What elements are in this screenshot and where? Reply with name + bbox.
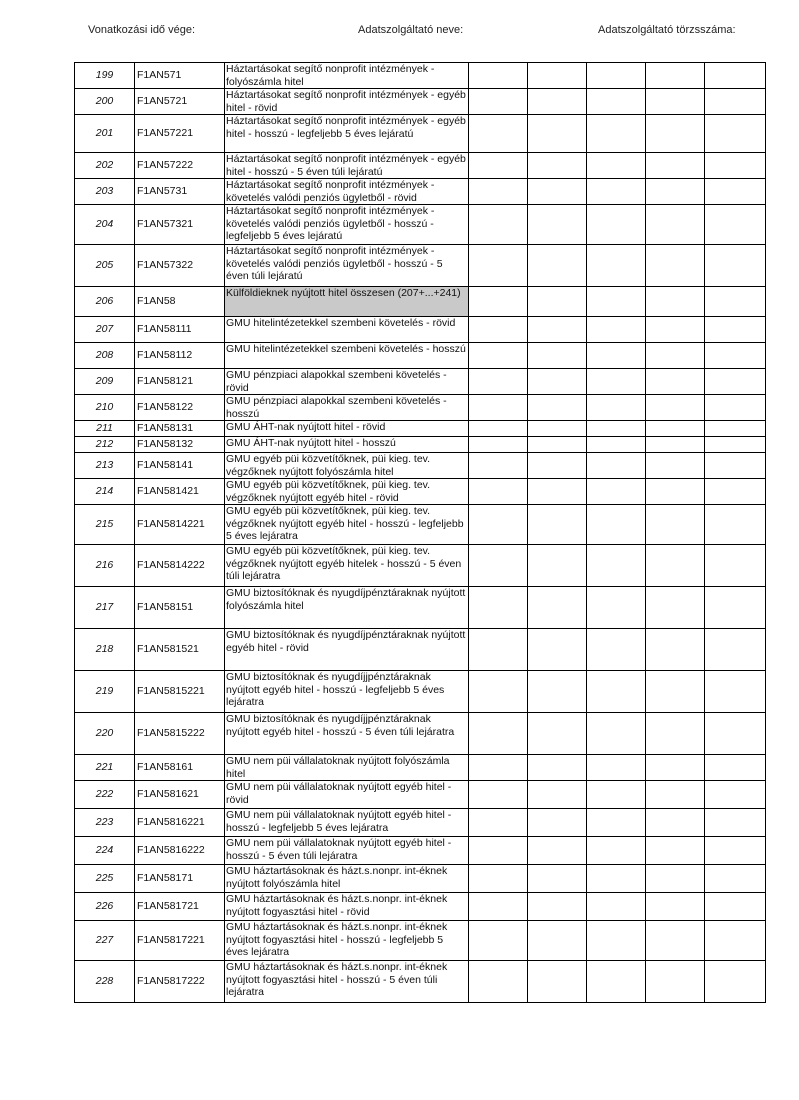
row-number: 226 [75, 893, 135, 921]
value-cell[interactable] [646, 89, 705, 115]
value-cell[interactable] [587, 587, 646, 629]
value-cell[interactable] [705, 865, 766, 893]
row-number: 203 [75, 179, 135, 205]
value-cell[interactable] [528, 89, 587, 115]
row-code: F1AN5817222 [135, 961, 225, 1003]
table-row [75, 369, 766, 395]
row-description: GMU biztosítóknak és nyugdíjpénztáraknak nyújtott folyószámla hitel [225, 587, 469, 629]
value-cell[interactable] [705, 587, 766, 629]
row-description: Külföldieknek nyújtott hitel összesen (207+...+241) [225, 287, 469, 317]
row-description: GMU egyéb püi közvetítőknek, püi kieg. tev. végzőknek nyújtott folyószámla hitel [225, 453, 469, 479]
value-cell[interactable] [528, 369, 587, 395]
value-cell[interactable] [528, 453, 587, 479]
value-cell[interactable] [646, 245, 705, 287]
value-cell[interactable] [469, 921, 528, 961]
value-cell[interactable] [587, 671, 646, 713]
value-cell[interactable] [587, 245, 646, 287]
value-cell[interactable] [528, 893, 587, 921]
value-cell[interactable] [646, 153, 705, 179]
value-cell[interactable] [587, 809, 646, 837]
row-description: GMU háztartásoknak és házt.s.nonpr. int-éknek nyújtott fogyasztási hitel - hosszú - legfeljebb 5 éves lejáratra [225, 921, 469, 961]
row-number: 224 [75, 837, 135, 865]
value-cell[interactable] [587, 921, 646, 961]
value-cell[interactable] [528, 713, 587, 755]
table-row [75, 395, 766, 421]
value-cell[interactable] [705, 453, 766, 479]
value-cell[interactable] [705, 395, 766, 421]
table-row [75, 317, 766, 343]
value-cell[interactable] [469, 479, 528, 505]
row-description: Háztartásokat segítő nonprofit intézmények - követelés valódi penziós ügyletből - rövid [225, 179, 469, 205]
row-number: 220 [75, 713, 135, 755]
row-description: Háztartásokat segítő nonprofit intézmények - folyószámla hitel [225, 63, 469, 89]
row-description: GMU biztosítóknak és nyugdíjpénztáraknak nyújtott egyéb hitel - rövid [225, 629, 469, 671]
value-cell[interactable] [646, 63, 705, 89]
row-number: 201 [75, 115, 135, 153]
value-cell[interactable] [469, 505, 528, 545]
value-cell[interactable] [705, 179, 766, 205]
value-cell[interactable] [705, 837, 766, 865]
value-cell[interactable] [587, 713, 646, 755]
row-number: 212 [75, 437, 135, 453]
value-cell[interactable] [705, 287, 766, 317]
value-cell[interactable] [705, 545, 766, 587]
value-cell[interactable] [469, 179, 528, 205]
value-cell[interactable] [528, 837, 587, 865]
table-row [75, 89, 766, 115]
row-description: GMU ÁHT-nak nyújtott hitel - hosszú [225, 437, 469, 453]
value-cell[interactable] [646, 781, 705, 809]
row-number: 214 [75, 479, 135, 505]
value-cell[interactable] [646, 629, 705, 671]
row-code: F1AN57321 [135, 205, 225, 245]
value-cell[interactable] [469, 369, 528, 395]
value-cell[interactable] [469, 115, 528, 153]
value-cell[interactable] [528, 395, 587, 421]
row-code: F1AN5816221 [135, 809, 225, 837]
row-code: F1AN57222 [135, 153, 225, 179]
value-cell[interactable] [528, 287, 587, 317]
value-cell[interactable] [646, 893, 705, 921]
value-cell[interactable] [705, 343, 766, 369]
value-cell[interactable] [705, 89, 766, 115]
value-cell[interactable] [646, 343, 705, 369]
value-cell[interactable] [705, 479, 766, 505]
table-row [75, 865, 766, 893]
table-row [75, 453, 766, 479]
value-cell[interactable] [469, 437, 528, 453]
value-cell[interactable] [705, 961, 766, 1003]
value-cell[interactable] [528, 671, 587, 713]
row-code: F1AN5814222 [135, 545, 225, 587]
table-row [75, 755, 766, 781]
value-cell[interactable] [587, 369, 646, 395]
value-cell[interactable] [705, 115, 766, 153]
period-end-label: Vonatkozási idő vége: [88, 24, 196, 36]
value-cell[interactable] [705, 809, 766, 837]
table-row [75, 893, 766, 921]
value-cell[interactable] [705, 629, 766, 671]
value-cell[interactable] [528, 545, 587, 587]
row-code: F1AN58111 [135, 317, 225, 343]
value-cell[interactable] [646, 395, 705, 421]
row-number: 211 [75, 421, 135, 437]
table-row [75, 671, 766, 713]
data-table [74, 62, 766, 1003]
table-row [75, 437, 766, 453]
value-cell[interactable] [705, 781, 766, 809]
value-cell[interactable] [705, 755, 766, 781]
provider-name-label: Adatszolgáltató neve: [358, 24, 464, 36]
value-cell[interactable] [469, 587, 528, 629]
value-cell[interactable] [469, 153, 528, 179]
value-cell[interactable] [705, 421, 766, 437]
table-row [75, 921, 766, 961]
value-cell[interactable] [528, 865, 587, 893]
row-description: Háztartásokat segítő nonprofit intézmények - egyéb hitel - hosszú - 5 éven túli lejáratú [225, 153, 469, 179]
value-cell[interactable] [587, 961, 646, 1003]
value-cell[interactable] [587, 755, 646, 781]
row-number: 210 [75, 395, 135, 421]
value-cell[interactable] [469, 961, 528, 1003]
value-cell[interactable] [705, 437, 766, 453]
provider-id-label: Adatszolgáltató törzsszáma: [598, 24, 736, 36]
table-row [75, 545, 766, 587]
value-cell[interactable] [646, 205, 705, 245]
row-code: F1AN571 [135, 63, 225, 89]
row-description: GMU nem püi vállalatoknak nyújtott egyéb hitel - hosszú - 5 éven túli lejáratra [225, 837, 469, 865]
row-code: F1AN581421 [135, 479, 225, 505]
table-body [75, 63, 766, 1003]
row-number: 209 [75, 369, 135, 395]
row-code: F1AN58151 [135, 587, 225, 629]
value-cell[interactable] [469, 63, 528, 89]
value-cell[interactable] [646, 809, 705, 837]
row-code: F1AN57322 [135, 245, 225, 287]
value-cell[interactable] [646, 179, 705, 205]
value-cell[interactable] [587, 89, 646, 115]
value-cell[interactable] [469, 453, 528, 479]
row-description: GMU egyéb püi közvetítőknek, püi kieg. tev. végzőknek nyújtott egyéb hitelek - hosszú - 5 éven túli lejáratra [225, 545, 469, 587]
row-code: F1AN58131 [135, 421, 225, 437]
row-description: GMU ÁHT-nak nyújtott hitel - rövid [225, 421, 469, 437]
value-cell[interactable] [646, 921, 705, 961]
row-number: 219 [75, 671, 135, 713]
row-number: 202 [75, 153, 135, 179]
table-row [75, 245, 766, 287]
row-description: GMU hitelintézetekkel szembeni követelés - hosszú [225, 343, 469, 369]
value-cell[interactable] [528, 205, 587, 245]
table-row [75, 505, 766, 545]
row-description: Háztartásokat segítő nonprofit intézmények - egyéb hitel - rövid [225, 89, 469, 115]
row-code: F1AN58161 [135, 755, 225, 781]
row-number: 217 [75, 587, 135, 629]
value-cell[interactable] [469, 713, 528, 755]
value-cell[interactable] [646, 587, 705, 629]
row-description: GMU háztartásoknak és házt.s.nonpr. int-éknek nyújtott fogyasztási hitel - hosszú - 5 éven túli lejáratra [225, 961, 469, 1003]
value-cell[interactable] [469, 837, 528, 865]
value-cell[interactable] [705, 63, 766, 89]
row-code: F1AN5817221 [135, 921, 225, 961]
table-row [75, 153, 766, 179]
value-cell[interactable] [528, 153, 587, 179]
value-cell[interactable] [469, 545, 528, 587]
value-cell[interactable] [705, 921, 766, 961]
table-row [75, 479, 766, 505]
value-cell[interactable] [646, 837, 705, 865]
value-cell[interactable] [646, 453, 705, 479]
value-cell[interactable] [646, 421, 705, 437]
row-description: GMU nem püi vállalatoknak nyújtott egyéb hitel - rövid [225, 781, 469, 809]
row-description: GMU egyéb püi közvetítőknek, püi kieg. tev. végzőknek nyújtott egyéb hitel - rövid [225, 479, 469, 505]
value-cell[interactable] [528, 421, 587, 437]
value-cell[interactable] [469, 893, 528, 921]
value-cell[interactable] [587, 287, 646, 317]
row-number: 200 [75, 89, 135, 115]
table-row [75, 809, 766, 837]
value-cell[interactable] [646, 479, 705, 505]
row-number: 216 [75, 545, 135, 587]
value-cell[interactable] [705, 369, 766, 395]
value-cell[interactable] [469, 317, 528, 343]
row-number: 223 [75, 809, 135, 837]
row-code: F1AN5816222 [135, 837, 225, 865]
table-row [75, 421, 766, 437]
row-description: GMU pénzpiaci alapokkal szembeni követelés - rövid [225, 369, 469, 395]
table-row [75, 343, 766, 369]
value-cell[interactable] [587, 437, 646, 453]
value-cell[interactable] [587, 837, 646, 865]
row-code: F1AN5721 [135, 89, 225, 115]
table-row [75, 781, 766, 809]
value-cell[interactable] [646, 437, 705, 453]
row-description: GMU háztartásoknak és házt.s.nonpr. int-éknek nyújtott fogyasztási hitel - rövid [225, 893, 469, 921]
table-row [75, 837, 766, 865]
value-cell[interactable] [646, 961, 705, 1003]
row-code: F1AN58 [135, 287, 225, 317]
table-row [75, 961, 766, 1003]
value-cell[interactable] [587, 153, 646, 179]
value-cell[interactable] [528, 961, 587, 1003]
row-code: F1AN581721 [135, 893, 225, 921]
value-cell[interactable] [705, 245, 766, 287]
value-cell[interactable] [528, 921, 587, 961]
row-code: F1AN58171 [135, 865, 225, 893]
row-number: 204 [75, 205, 135, 245]
value-cell[interactable] [646, 369, 705, 395]
row-number: 199 [75, 63, 135, 89]
value-cell[interactable] [528, 755, 587, 781]
value-cell[interactable] [469, 671, 528, 713]
value-cell[interactable] [646, 115, 705, 153]
row-code: F1AN5815221 [135, 671, 225, 713]
value-cell[interactable] [469, 781, 528, 809]
value-cell[interactable] [587, 781, 646, 809]
value-cell[interactable] [528, 179, 587, 205]
table-row [75, 179, 766, 205]
value-cell[interactable] [469, 343, 528, 369]
row-number: 222 [75, 781, 135, 809]
row-number: 205 [75, 245, 135, 287]
value-cell[interactable] [587, 395, 646, 421]
value-cell[interactable] [528, 317, 587, 343]
row-description: GMU háztartásoknak és házt.s.nonpr. int-éknek nyújtott folyószámla hitel [225, 865, 469, 893]
value-cell[interactable] [587, 545, 646, 587]
row-description: GMU biztosítóknak és nyugdíjjpénztáraknak nyújtott egyéb hitel - hosszú - 5 éven túli lejáratra [225, 713, 469, 755]
row-number: 206 [75, 287, 135, 317]
row-number: 228 [75, 961, 135, 1003]
table-row [75, 63, 766, 89]
row-description: GMU biztosítóknak és nyugdíjjpénztáraknak nyújtott egyéb hitel - hosszú - legfeljebb 5 éves lejáratra [225, 671, 469, 713]
value-cell[interactable] [528, 505, 587, 545]
row-number: 208 [75, 343, 135, 369]
value-cell[interactable] [705, 205, 766, 245]
row-code: F1AN58132 [135, 437, 225, 453]
value-cell[interactable] [646, 505, 705, 545]
value-cell[interactable] [528, 437, 587, 453]
value-cell[interactable] [528, 245, 587, 287]
value-cell[interactable] [705, 671, 766, 713]
value-cell[interactable] [646, 713, 705, 755]
value-cell[interactable] [587, 865, 646, 893]
value-cell[interactable] [469, 809, 528, 837]
value-cell[interactable] [587, 63, 646, 89]
value-cell[interactable] [587, 115, 646, 153]
value-cell[interactable] [705, 893, 766, 921]
row-description: GMU hitelintézetekkel szembeni követelés - rövid [225, 317, 469, 343]
table-row [75, 115, 766, 153]
row-description: Háztartásokat segítő nonprofit intézmények - követelés valódi penziós ügyletből - hosszú - legfeljebb 5 éves lejáratú [225, 205, 469, 245]
value-cell[interactable] [469, 421, 528, 437]
row-number: 207 [75, 317, 135, 343]
value-cell[interactable] [587, 629, 646, 671]
table-row [75, 629, 766, 671]
value-cell[interactable] [646, 287, 705, 317]
row-description: GMU nem püi vállalatoknak nyújtott folyószámla hitel [225, 755, 469, 781]
value-cell[interactable] [469, 395, 528, 421]
value-cell[interactable] [469, 629, 528, 671]
value-cell[interactable] [646, 755, 705, 781]
value-cell[interactable] [528, 629, 587, 671]
value-cell[interactable] [705, 317, 766, 343]
row-description: Háztartásokat segítő nonprofit intézmények - követelés valódi penziós ügyletből - hosszú - 5 éven túli lejáratú [225, 245, 469, 287]
value-cell[interactable] [469, 287, 528, 317]
row-code: F1AN5815222 [135, 713, 225, 755]
value-cell[interactable] [528, 343, 587, 369]
value-cell[interactable] [587, 505, 646, 545]
row-number: 218 [75, 629, 135, 671]
row-description: GMU nem püi vállalatoknak nyújtott egyéb hitel - hosszú - legfeljebb 5 éves lejáratra [225, 809, 469, 837]
row-code: F1AN58112 [135, 343, 225, 369]
row-code: F1AN57221 [135, 115, 225, 153]
row-code: F1AN581521 [135, 629, 225, 671]
value-cell[interactable] [469, 865, 528, 893]
row-code: F1AN58122 [135, 395, 225, 421]
value-cell[interactable] [705, 153, 766, 179]
value-cell[interactable] [587, 893, 646, 921]
value-cell[interactable] [646, 317, 705, 343]
value-cell[interactable] [528, 781, 587, 809]
table-row [75, 587, 766, 629]
row-code: F1AN58141 [135, 453, 225, 479]
value-cell[interactable] [646, 671, 705, 713]
value-cell[interactable] [469, 205, 528, 245]
value-cell[interactable] [587, 479, 646, 505]
value-cell[interactable] [528, 479, 587, 505]
value-cell[interactable] [528, 115, 587, 153]
row-number: 213 [75, 453, 135, 479]
table-row [75, 287, 766, 317]
row-code: F1AN5731 [135, 179, 225, 205]
row-number: 215 [75, 505, 135, 545]
row-number: 221 [75, 755, 135, 781]
row-description: GMU pénzpiaci alapokkal szembeni követelés - hosszú [225, 395, 469, 421]
table-row [75, 205, 766, 245]
table-row [75, 713, 766, 755]
value-cell[interactable] [469, 755, 528, 781]
value-cell[interactable] [587, 179, 646, 205]
row-code: F1AN581621 [135, 781, 225, 809]
value-cell[interactable] [705, 713, 766, 755]
row-description: GMU egyéb püi közvetítőknek, püi kieg. tev. végzőknek nyújtott egyéb hitel - hosszú - legfeljebb 5 éves lejáratra [225, 505, 469, 545]
value-cell[interactable] [646, 865, 705, 893]
value-cell[interactable] [528, 587, 587, 629]
value-cell[interactable] [587, 343, 646, 369]
row-description: Háztartásokat segítő nonprofit intézmények - egyéb hitel - hosszú - legfeljebb 5 éves lejáratú [225, 115, 469, 153]
value-cell[interactable] [469, 89, 528, 115]
value-cell[interactable] [587, 205, 646, 245]
value-cell[interactable] [469, 245, 528, 287]
value-cell[interactable] [705, 505, 766, 545]
row-code: F1AN58121 [135, 369, 225, 395]
row-number: 227 [75, 921, 135, 961]
row-code: F1AN5814221 [135, 505, 225, 545]
value-cell[interactable] [587, 317, 646, 343]
value-cell[interactable] [528, 63, 587, 89]
value-cell[interactable] [528, 809, 587, 837]
value-cell[interactable] [587, 453, 646, 479]
value-cell[interactable] [646, 545, 705, 587]
value-cell[interactable] [587, 421, 646, 437]
row-number: 225 [75, 865, 135, 893]
